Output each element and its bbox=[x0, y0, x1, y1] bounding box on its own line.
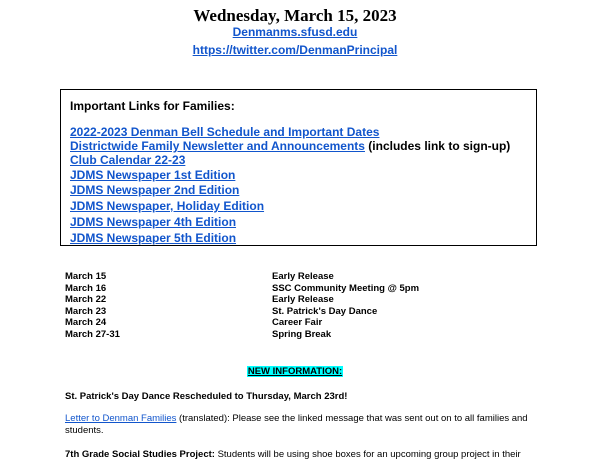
newspaper-5th-edition-link[interactable]: JDMS Newspaper 5th Edition bbox=[70, 231, 237, 245]
calendar-row bbox=[65, 317, 485, 329]
dance-reschedule-notice: St. Patrick's Day Dance Rescheduled to Thursday, March 23rd! bbox=[65, 391, 348, 402]
list-item bbox=[70, 153, 510, 167]
calendar-date: March 22 bbox=[65, 294, 107, 306]
calendar-date: March 23 bbox=[65, 305, 107, 317]
club-calendar-link[interactable]: Club Calendar 22-23 bbox=[70, 153, 186, 167]
calendar-date: March 27-31 bbox=[65, 328, 120, 340]
list-item bbox=[70, 125, 510, 139]
calendar-event: Early Release bbox=[272, 294, 334, 306]
newsletter-date: Wednesday, March 15, 2023 bbox=[193, 6, 397, 25]
new-information-label: NEW INFORMATION: bbox=[247, 366, 343, 377]
letter-paragraph bbox=[65, 413, 555, 437]
newspaper-2nd-edition-link[interactable]: JDMS Newspaper 2nd Edition bbox=[70, 183, 240, 197]
family-newsletter-note: (includes link to sign-up) bbox=[364, 139, 511, 153]
calendar-row bbox=[65, 271, 485, 283]
calendar-event: St. Patrick's Day Dance bbox=[272, 305, 378, 317]
calendar-event: SSC Community Meeting @ 5pm bbox=[272, 282, 420, 294]
bell-schedule-link[interactable]: 2022-2023 Denman Bell Schedule and Important Dates bbox=[70, 125, 380, 139]
important-links-box bbox=[60, 89, 537, 246]
new-information-heading bbox=[0, 366, 590, 378]
calendar-row bbox=[65, 329, 485, 341]
family-newsletter-link[interactable]: Districtwide Family Newsletter and Announcements bbox=[70, 139, 365, 153]
important-links-list bbox=[70, 125, 510, 245]
list-item bbox=[70, 199, 510, 213]
twitter-link[interactable]: https://twitter.com/DenmanPrincipal bbox=[192, 43, 398, 57]
calendar-date: March 16 bbox=[65, 282, 107, 294]
calendar-event: Early Release bbox=[272, 271, 334, 282]
calendar-row bbox=[65, 294, 485, 306]
list-item bbox=[70, 168, 510, 182]
newspaper-1st-edition-link[interactable]: JDMS Newspaper 1st Edition bbox=[70, 168, 236, 182]
newspaper-4th-edition-link[interactable]: JDMS Newspaper 4th Edition bbox=[70, 215, 237, 229]
school-website-link[interactable]: Denmanms.sfusd.edu bbox=[232, 25, 358, 39]
list-item bbox=[70, 139, 510, 153]
calendar-event: Spring Break bbox=[272, 328, 332, 340]
social-studies-text: Students will be using shoe boxes for an upcoming group project in their bbox=[214, 449, 521, 460]
social-studies-title: 7th Grade Social Studies Project: bbox=[65, 449, 215, 460]
calendar-row bbox=[65, 306, 485, 318]
calendar-row bbox=[65, 283, 485, 295]
important-links-heading: Important Links for Families: bbox=[70, 99, 235, 113]
calendar-date: March 15 bbox=[65, 271, 107, 282]
letter-to-families-link[interactable]: Letter to Denman Families bbox=[65, 413, 177, 424]
newspaper-holiday-edition-link[interactable]: JDMS Newspaper, Holiday Edition bbox=[70, 199, 265, 213]
calendar-date: March 24 bbox=[65, 317, 107, 329]
upcoming-dates-list bbox=[65, 271, 485, 341]
calendar-event: Career Fair bbox=[272, 317, 323, 329]
social-studies-paragraph bbox=[65, 449, 555, 461]
list-item bbox=[70, 231, 510, 245]
list-item bbox=[70, 183, 510, 197]
list-item bbox=[70, 215, 510, 229]
letter-description: (translated): Please see the linked message that was sent out on to all families and students. bbox=[65, 413, 528, 436]
